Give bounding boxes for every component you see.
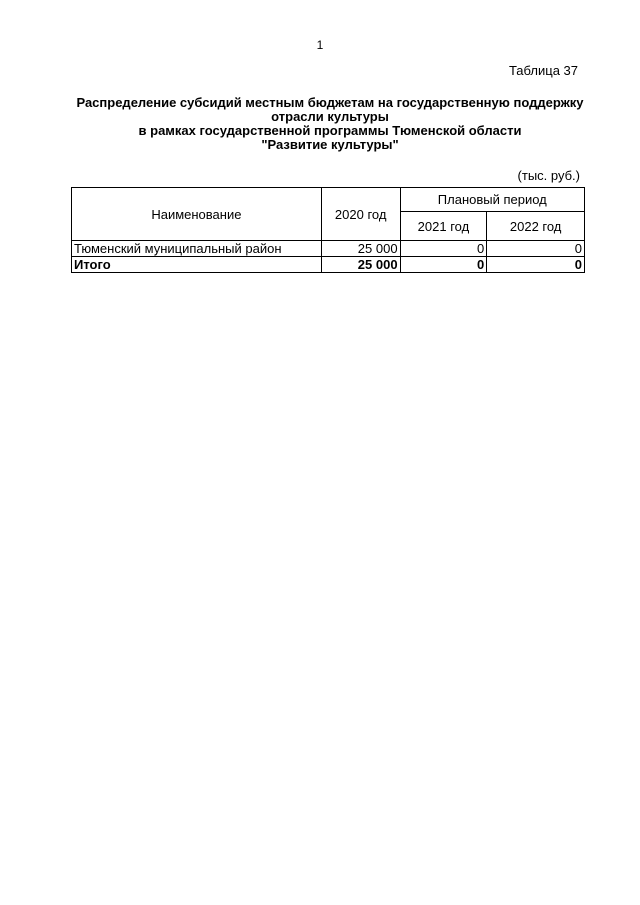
total-2021: 0 (400, 257, 487, 273)
total-2022: 0 (487, 257, 585, 273)
table-row (72, 241, 585, 257)
table-header-row (72, 188, 585, 212)
row-2022: 0 (487, 241, 585, 257)
subsidy-table (71, 187, 585, 273)
header-name: Наименование (72, 188, 322, 241)
title-line-4: "Развитие культуры" (261, 137, 399, 152)
title-line-1: Распределение субсидий местным бюджетам на государственную поддержку (76, 95, 584, 110)
units-label: (тыс. руб.) (517, 168, 580, 183)
title-line-2: отрасли культуры (271, 109, 389, 124)
table-label: Таблица 37 (508, 63, 578, 78)
row-2020: 25 000 (321, 241, 400, 257)
total-name: Итого (72, 257, 322, 273)
header-2021: 2021 год (400, 212, 487, 241)
total-2020: 25 000 (321, 257, 400, 273)
header-planned-period: Плановый период (400, 188, 584, 212)
header-2022: 2022 год (487, 212, 585, 241)
page-number: 1 (316, 38, 324, 52)
title-line-3: в рамках государственной программы Тюменской области (138, 123, 522, 138)
row-2021: 0 (400, 241, 487, 257)
row-name: Тюменский муниципальный район (72, 241, 322, 257)
table-total-row (72, 257, 585, 273)
header-2020: 2020 год (321, 188, 400, 241)
document-title (60, 96, 600, 152)
